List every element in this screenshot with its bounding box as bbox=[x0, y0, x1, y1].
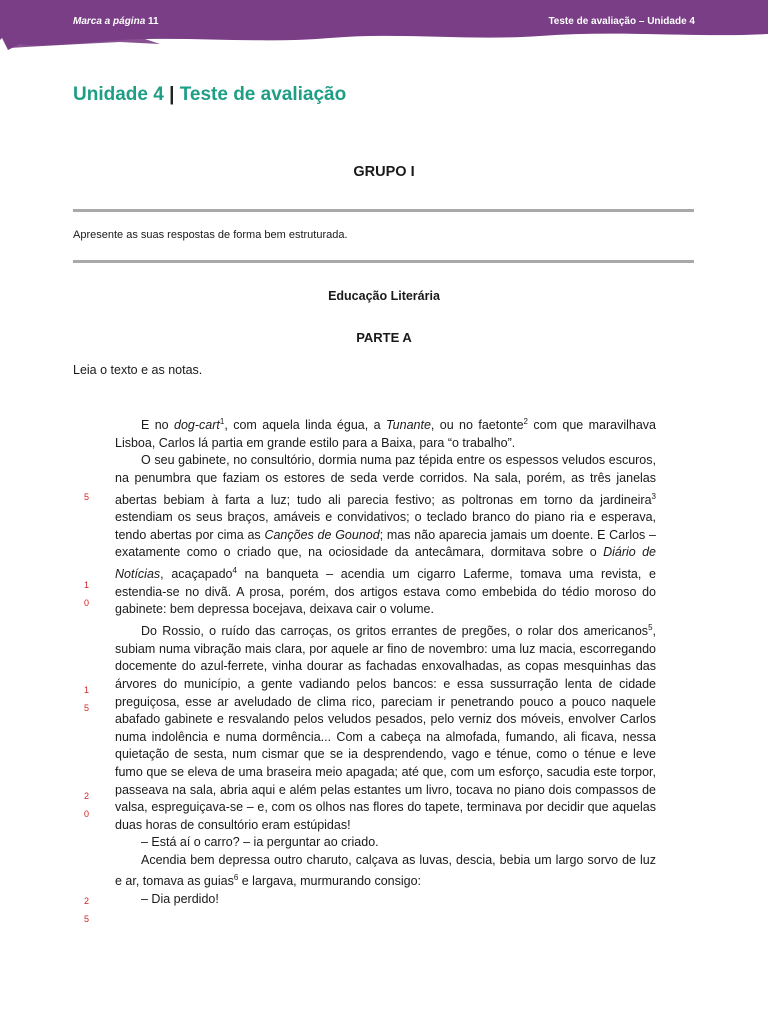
line-number: 0 bbox=[84, 598, 90, 608]
page-marker: Marca a página 11 bbox=[73, 16, 159, 27]
line-number: 1 bbox=[84, 685, 90, 695]
test-label: Teste de avaliação bbox=[179, 84, 347, 105]
page-title bbox=[73, 84, 346, 106]
text-paragraph: E no dog-cart$^1$, com aquela linda égua, a Tunante, ou no faetonte$^2$ com que maravilhava Lisboa, Carlos lá partia em grande estilo para a Baixa, para “o trabalho”. bbox=[115, 417, 657, 450]
header-banner bbox=[0, 0, 768, 50]
header-test-title: Teste de avaliação – Unidade 4 bbox=[548, 16, 695, 27]
line-number: 1 bbox=[84, 580, 90, 590]
line-number: 2 bbox=[84, 896, 90, 906]
literary-text bbox=[115, 413, 656, 909]
line-number: 5 bbox=[84, 703, 90, 713]
part-heading: PARTE A bbox=[356, 330, 412, 345]
unit-label: Unidade 4 bbox=[73, 84, 164, 105]
line-number: 2 bbox=[84, 791, 90, 801]
text-paragraph: – Está aí o carro? – ia perguntar ao criado. bbox=[141, 835, 379, 850]
line-number: 5 bbox=[84, 914, 90, 924]
line-number: 0 bbox=[84, 809, 90, 819]
section-heading: Educação Literária bbox=[328, 289, 440, 303]
divider-bottom bbox=[73, 260, 694, 263]
title-separator: | bbox=[169, 84, 175, 105]
instruction-text: Apresente as suas respostas de forma bem estruturada. bbox=[73, 229, 348, 241]
text-paragraph: O seu gabinete, no consultório, dormia numa paz tépida entre os espessos veludos escuros, na penumbra que faziam os estores de seda verde corridos. Na sala, porém, as três janelas abertas bebiam à farta a luz; tudo ali parecia festivo; as poltronas em torno da jardineira$^3$ estendiam os seus braços, amáveis e convidativos; o teclado branco do piano ria e esperava, tendo abertas por cima as Canções de Gounod; mas não aparecia jamais um doente. E Carlos – exatamente como o criado que, na ociosidade da antecâmara, dormitava sobre o Diário de Notícias, acaçapado$^4$ na banqueta – acendia um cigarro Laferme, tomava uma revista, e estendia-se no divã. A prosa, porém, dos artigos estava como embebida do tédio moroso do gabinete: bem depressa bocejava, deixava cair o volume. bbox=[115, 453, 657, 617]
text-paragraph: Do Rossio, o ruído das carroças, os gritos errantes de pregões, o rolar dos americanos$^5$, subiam numa vibração mais clara, por aquele ar fino de novembro: uma luz macia, escorregando docemente do azul-ferrete, vinha dourar as fachadas enxovalhadas, as copas mesquinhas das árvores do município, a gente vadiando pelos bancos: e essa sussurração lenta de cidade preguiçosa, esse ar aveludado de clima rico, pareciam ir penetrando pouco a pouco naquele abafado gabinete e resvalando pelos veludos pesados, pelo verniz dos móveis, envolver Carlos numa indolência e numa dormência... Com a cabeça na almofada, fumando, ali ficava, nessa quietação de sesta, num cismar que se ia desprendendo, vago e ténue, como o ténue e leve fumo que se eleva de uma braseira meio apagada; até que, com um esforço, sacudia este torpor, passeava na sala, abria aqui e além pelas estantes um livro, tocava no piano dois compassos de valsa, espreguiçava-se – e, com os olhos nas flores do tapete, terminava por decidir que aquelas duas horas de consultório eram estúpidas! bbox=[115, 623, 656, 832]
text-paragraph: Acendia bem depressa outro charuto, calçava as luvas, descia, bebia um largo sorvo de luz e ar, tomava as guias$^6$ e largava, murmurando consigo: bbox=[115, 852, 656, 889]
group-heading: GRUPO I bbox=[353, 164, 415, 180]
read-instruction: Leia o texto e as notas. bbox=[73, 363, 203, 377]
divider-top bbox=[73, 209, 694, 212]
text-paragraph: – Dia perdido! bbox=[141, 892, 219, 907]
line-number: 5 bbox=[84, 492, 90, 502]
